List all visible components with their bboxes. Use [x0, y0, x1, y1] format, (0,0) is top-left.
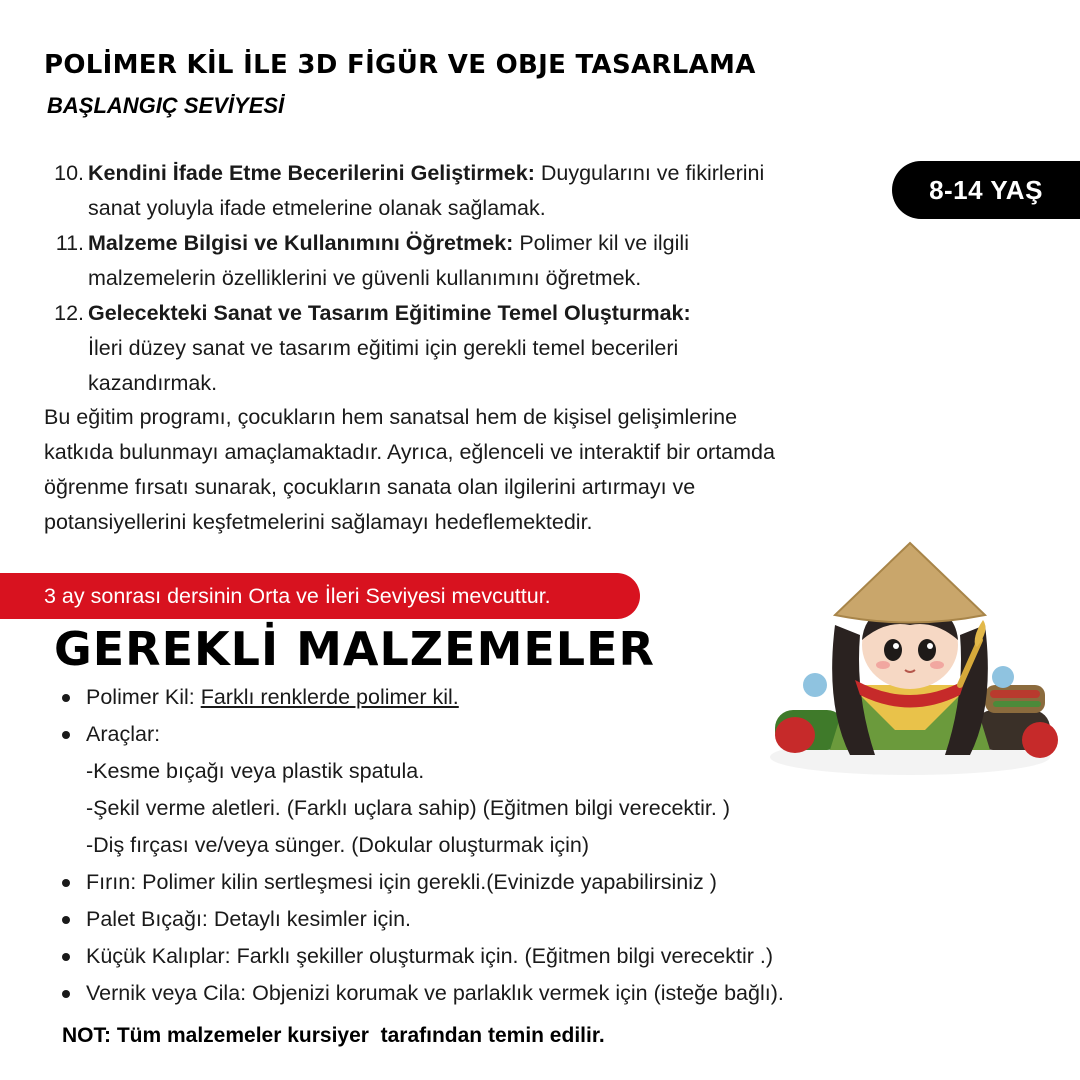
clay-figure-image	[755, 535, 1065, 785]
material-subitem: -Kesme bıçağı veya plastik spatula.	[86, 759, 425, 783]
material-link[interactable]: Farklı renklerde polimer kil.	[200, 685, 459, 709]
material-text: Vernik veya Cila: Objenizi korumak ve parlaklık vermek için (isteğe bağlı).	[86, 981, 784, 1005]
goal-heading: Gelecekteki Sanat ve Tasarım Eğitimine Temel Oluşturmak:	[88, 301, 691, 325]
goal-item	[44, 226, 804, 296]
page-title: POLİMER KİL İLE 3D FİGÜR VE OBJE TASARLAMA	[44, 50, 756, 80]
goal-heading: Kendini İfade Etme Becerilerini Geliştirmek:	[88, 161, 535, 185]
goal-text: Duygularını ve fikirlerini sanat yoluyla ifade etmelerine olanak sağlamak.	[88, 161, 765, 220]
material-label: Araçlar:	[86, 722, 161, 746]
program-summary: Bu eğitim programı, çocukların hem sanatsal hem de kişisel gelişimlerine katkıda bulunmayı amaçlamaktadır. Ayrıca, eğlenceli ve interaktif bir ortamda öğrenme fırsatı sunarak, çocukların sanata olan ilgilerini artırmayı ve potansiyellerini keşfetmelerini sağlamayı hedeflemektedir.	[44, 405, 775, 534]
level-banner: 3 ay sonrası dersinin Orta ve İleri Seviyesi mevcuttur.	[0, 573, 640, 619]
material-subitem: -Diş fırçası ve/veya sünger. (Dokular oluşturmak için)	[86, 833, 590, 857]
note-text: NOT: Tüm malzemeler kursiyer tarafından temin edilir.	[62, 1024, 605, 1047]
goal-text: Polimer kil ve ilgili malzemelerin özelliklerini ve güvenli kullanımını öğretmek.	[88, 231, 689, 290]
material-item	[62, 938, 962, 975]
material-text: Küçük Kalıplar: Farklı şekiller oluşturmak için. (Eğitmen bilgi verecektir .)	[86, 944, 774, 968]
goal-number: 10.	[54, 161, 84, 185]
material-text: Palet Bıçağı: Detaylı kesimler için.	[86, 907, 412, 931]
goal-number: 12.	[54, 301, 84, 325]
material-text: Fırın: Polimer kilin sertleşmesi için gerekli.(Evinizde yapabilirsiniz )	[86, 870, 717, 894]
material-subitem: -Şekil verme aletleri. (Farklı uçlara sahip) (Eğitmen bilgi verecektir. )	[86, 796, 731, 820]
material-item	[62, 901, 962, 938]
goal-number: 11.	[55, 231, 84, 255]
bullet-icon	[62, 953, 70, 961]
age-badge: 8-14 YAŞ	[892, 161, 1080, 219]
page-subtitle: BAŞLANGIÇ SEVİYESİ	[47, 93, 285, 118]
bullet-icon	[62, 694, 70, 702]
material-item	[62, 864, 962, 901]
materials-title: GEREKLİ MALZEMELER	[54, 622, 655, 676]
goals-list	[44, 156, 804, 401]
goal-text: İleri düzey sanat ve tasarım eğitimi için gerekli temel becerileri kazandırmak.	[88, 336, 679, 395]
goal-item	[44, 296, 804, 401]
goal-item	[44, 156, 804, 226]
bullet-icon	[62, 990, 70, 998]
bullet-icon	[62, 879, 70, 887]
material-label: Polimer Kil:	[86, 685, 201, 709]
material-item	[62, 975, 962, 1012]
goal-heading: Malzeme Bilgisi ve Kullanımını Öğretmek:	[88, 231, 514, 255]
bullet-icon	[62, 916, 70, 924]
bullet-icon	[62, 731, 70, 739]
